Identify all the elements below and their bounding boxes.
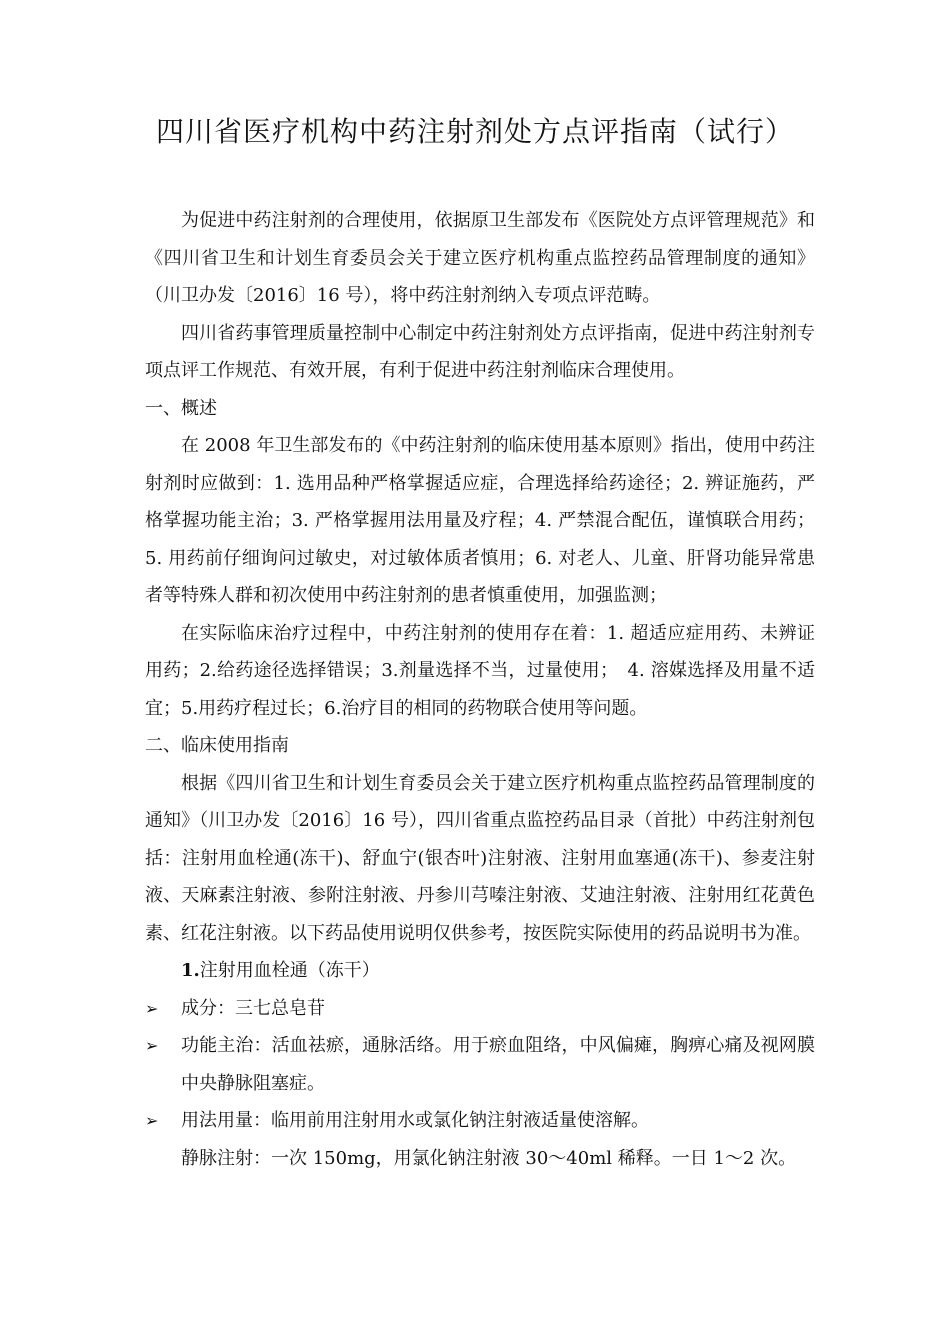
problems-paragraph: 在实际临床治疗过程中，中药注射剂的使用存在着：1. 超适应症用药、未辨证用药；2.给药途径选择错误；3.剂量选择不当，过量使用； 4. 溶媒选择及用量不适宜；5.用药疗程过长；6.治疗目的相同的药物联合使用等问题。 (145, 622, 815, 719)
document-title: 四川省医疗机构中药注射剂处方点评指南（试行） (155, 115, 794, 148)
iv-dosage-text: 静脉注射：一次 150mg，用氯化钠注射液 30～40ml 稀释。一日 1～2 次。 (181, 1147, 797, 1169)
drug-heading (145, 952, 815, 990)
drug-number: 1. (181, 960, 200, 981)
section-heading-overview: 一、概述 (145, 397, 217, 419)
drug-name: 注射用血栓通（冻干） (199, 960, 380, 981)
arrow-bullet-icon: ➢ (145, 1036, 159, 1055)
bullet-usage (145, 1102, 815, 1140)
principles-paragraph: 在 2008 年卫生部发布的《中药注射剂的临床使用基本原则》指出，使用中药注射剂时应做到：1. 选用品种严格掌握适应症，合理选择给药途径；2. 辨证施药，严格掌握功能主治；3. 严格掌握用法用量及疗程；4. 严禁混合配伍，谨慎联合用药；5. 用药前仔细询问过敏史，对过敏体质者慎用；6. 对老人、儿童、肝肾功能异常患者等特殊人群和初次使用中药注射剂的患者慎重使用，加强监测； (145, 435, 815, 606)
bullet-indications (145, 1027, 815, 1102)
bullet-ingredients (145, 990, 815, 1028)
section-heading-guide: 二、临床使用指南 (145, 735, 289, 756)
ingredients-text: 成分：三七总皂苷 (181, 997, 325, 1019)
document-body (145, 202, 815, 1177)
arrow-bullet-icon: ➢ (145, 998, 159, 1018)
purpose-paragraph: 四川省药事管理质量控制中心制定中药注射剂处方点评指南，促进中药注射剂专项点评工作规范、有效开展，有利于促进中药注射剂临床合理使用。 (145, 322, 815, 381)
drug-list-paragraph: 根据《四川省卫生和计划生育委员会关于建立医疗机构重点监控药品管理制度的通知》（川卫办发〔2016〕16 号），四川省重点监控药品目录（首批）中药注射剂包括：注射用血栓通(冻干)、舒血宁(银杏叶)注射液、注射用血塞通(冻干)、参麦注射液、天麻素注射液、参附注射液、丹参川芎嗪注射液、艾迪注射液、注射用红花黄色素、红花注射液。以下药品使用说明仅供参考，按医院实际使用的药品说明书为准。 (145, 772, 815, 944)
usage-text: 用法用量：临用前用注射用水或氯化钠注射液适量使溶解。 (181, 1110, 649, 1131)
indications-text: 功能主治：活血祛瘀，通脉活络。用于瘀血阻络，中风偏瘫，胸痹心痛及视网膜中央静脉阻塞症。 (181, 1035, 815, 1094)
arrow-bullet-icon: ➢ (145, 1111, 159, 1130)
intro-paragraph: 为促进中药注射剂的合理使用，依据原卫生部发布《医院处方点评管理规范》和《四川省卫生和计划生育委员会关于建立医疗机构重点监控药品管理制度的通知》（川卫办发〔2016〕16 号），将中药注射剂纳入专项点评范畴。 (145, 210, 815, 306)
